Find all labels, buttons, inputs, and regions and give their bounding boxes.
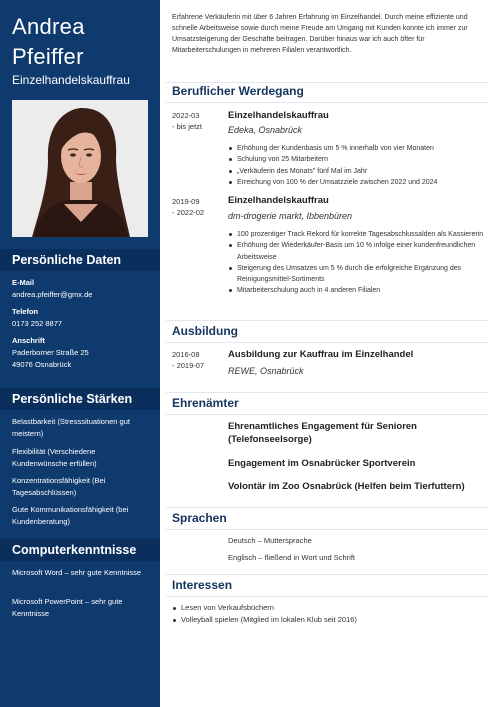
phone-value: 0173 252 8877 <box>12 319 63 328</box>
divider <box>166 507 488 508</box>
education-heading: Ausbildung <box>172 324 238 338</box>
job-title: Einzelhandelskauffrau <box>228 110 329 121</box>
first-name: Andrea <box>12 14 85 39</box>
strength-item: Flexibilität (Verschiedene Kundenwünsche erfüllen) <box>12 447 97 468</box>
divider <box>166 574 488 575</box>
volunteer-item: Ehrenamtliches Engagement für Senioren (Telefonseelsorge) <box>228 421 417 445</box>
job-bullets <box>228 143 488 188</box>
education-date-start: 2016-08 <box>172 350 200 359</box>
address-line-2: 49076 Osnabrück <box>12 360 72 369</box>
list-item: Mitarbeiterschulung auch in 4 anderen Filialen <box>228 285 488 296</box>
job-bullets <box>228 229 488 297</box>
volunteer-item: Engagement im Osnabrücker Sportverein <box>228 458 416 469</box>
phone-label: Telefon <box>12 307 39 316</box>
strength-item: Konzentrationsfähigkeit (Bei Tagesabschlüssen) <box>12 476 106 497</box>
list-item: Volleyball spielen (Mitglied im lokalen Klub seit 2016) <box>172 614 472 626</box>
list-item: Schulung von 25 Mitarbeitern <box>228 154 488 165</box>
list-item: Erhöhung der Wiederkäufer-Basis um 10 % infolge einer kundenfreundlichen Arbeitsweise <box>228 240 488 263</box>
language-item: Englisch – fließend in Wort und Schrift <box>228 553 356 562</box>
job-company: dm-drogerie markt, Ibbenbüren <box>228 211 353 221</box>
portrait-image <box>12 100 148 237</box>
strength-item: Belastbarkeit (Stresssituationen gut meistern) <box>12 417 130 438</box>
email-value[interactable]: andrea.pfeiffer@gmx.de <box>12 290 93 299</box>
address-line-1: Paderborner Straße 25 <box>12 348 89 357</box>
profile-summary: Erfahrene Verkäuferin mit über 6 Jahren Erfahrung im Einzelhandel. Durch meine effiziente und schnelle Arbeitsweise sowie durch meine Freude am Umgang mit Kunden konnte ich immer zur Umsatzsteigerung der Geschäfte beitragen. Darüber hinaus war ich auch öfter für Mitarbeiterschulungen in mehreren Filialen verantwortlich. <box>172 14 468 54</box>
job-company: Edeka, Osnabrück <box>228 125 303 135</box>
job-date-start: 2019-09 <box>172 197 200 206</box>
divider <box>166 596 488 597</box>
job-date-end: - 2022-02 <box>172 208 205 217</box>
strengths-heading: Persönliche Stärken <box>0 388 160 410</box>
divider <box>166 392 488 393</box>
personal-data-heading: Persönliche Daten <box>0 249 160 271</box>
computer-skills-heading: Computerkenntnisse <box>0 539 160 561</box>
education-date-end: - 2019-07 <box>172 361 205 370</box>
volunteer-heading: Ehrenämter <box>172 396 239 410</box>
computer-skill-item: Microsoft Word – sehr gute Kenntnisse <box>12 568 142 577</box>
strength-item: Gute Kommunikationsfähigkeit (bei Kundenberatung) <box>12 505 129 526</box>
list-item: „Verkäuferin des Monats" fünf Mal im Jahr <box>228 166 488 177</box>
address-label: Anschrift <box>12 336 45 345</box>
profile-photo <box>12 100 148 237</box>
list-item: Steigerung des Umsatzes um 5 % durch die erfolgreiche Ergänzung des Reinigungsmittel-Sortiments <box>228 263 488 286</box>
list-item: Erreichung von 100 % der Umsatzziele zwischen 2022 und 2024 <box>228 177 488 188</box>
experience-heading: Beruflicher Werdegang <box>172 84 304 98</box>
education-title: Ausbildung zur Kauffrau im Einzelhandel <box>228 349 414 360</box>
last-name: Pfeiffer <box>12 44 84 69</box>
email-label: E-Mail <box>12 278 35 287</box>
language-item: Deutsch – Muttersprache <box>228 536 312 545</box>
candidate-name <box>12 12 85 72</box>
list-item: Erhöhung der Kundenbasis um 5 % innerhalb von vier Monaten <box>228 143 488 154</box>
divider <box>166 342 488 343</box>
divider <box>166 320 488 321</box>
education-school: REWE, Osnabrück <box>228 366 304 376</box>
divider <box>166 529 488 530</box>
list-item: 100 prozentiger Track Rekord für korrekte Tagesabschlussalden als Kassiererin <box>228 229 488 240</box>
job-date-start: 2022-03 <box>172 111 200 120</box>
divider <box>166 82 488 83</box>
divider <box>166 414 488 415</box>
divider <box>166 102 488 103</box>
languages-heading: Sprachen <box>172 511 227 525</box>
candidate-job-title: Einzelhandelskauffrau <box>12 73 130 87</box>
interests-list <box>172 602 472 626</box>
computer-skill-item: Microsoft PowerPoint – sehr gute Kenntnisse <box>12 597 123 618</box>
job-date-end: - bis jetzt <box>172 122 203 131</box>
interests-heading: Interessen <box>172 578 233 592</box>
list-item: Lesen von Verkaufsbüchern <box>172 602 472 614</box>
job-title: Einzelhandelskauffrau <box>228 195 329 206</box>
volunteer-item: Volontär im Zoo Osnabrück (Helfen beim Tierfuttern) <box>228 481 465 492</box>
sidebar <box>0 0 160 707</box>
